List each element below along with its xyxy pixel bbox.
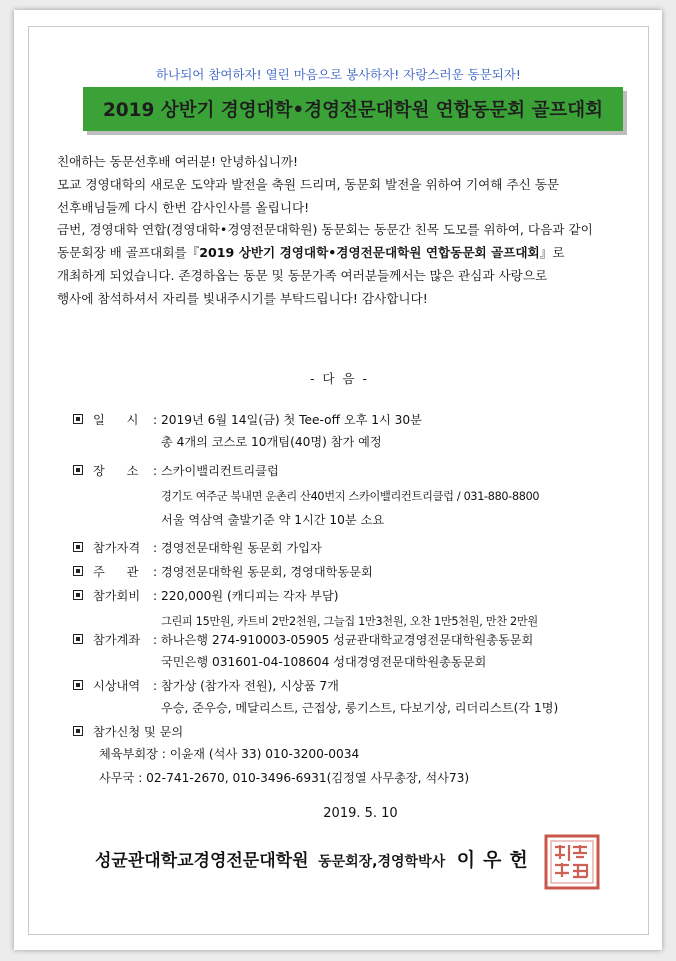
detail-sub: 국민은행 031601-04-108604 성대경영전문대학원총동문회 [161, 655, 487, 669]
square-bullet-icon [73, 414, 83, 424]
detail-label: 장 소 [93, 464, 139, 478]
detail-value: : 하나은행 274-910003-05905 성균관대학교경영전문대학원총동문회 [153, 633, 534, 647]
signer-organization: 성균관대학교경영전문대학원 [95, 851, 309, 871]
detail-label: 참가계좌 [93, 633, 141, 647]
intro-line: 행사에 참석하셔서 자리를 빛내주시기를 부탁드립니다! 감사합니다! [57, 290, 428, 306]
detail-sub: 총 4개의 코스로 10개팀(40명) 참가 예정 [161, 435, 382, 449]
square-bullet-icon [73, 726, 83, 736]
square-bullet-icon [73, 634, 83, 644]
signer-name: 이우헌 [456, 849, 536, 871]
intro-line: 금번, 경영대학 연합(경영대학•경영전문대학원) 동문회는 동문간 친목 도모를 위하여, 다음과 같이 [57, 222, 593, 238]
detail-sub: 체육부회장 : 이윤재 (석사 33) 010-3200-0034 [99, 747, 360, 761]
detail-value: : 참가상 (참가자 전원), 시상품 7개 [153, 679, 339, 693]
detail-sub: 그린피 15만원, 카트비 2만2천원, 그늘집 1만3천원, 오찬 1만5천원, 만찬 2만원 [161, 615, 538, 628]
intro-greeting: 친애하는 동문선후배 여러분! 안녕하십니까! [57, 154, 299, 169]
intro-event-name: 2019 상반기 경영대학•경영전문대학원 연합동문회 골프대회 [199, 245, 540, 261]
intro-line: 모교 경영대학의 새로운 도약과 발전을 축원 드리며, 동문회 발전을 위하여 기여해 주신 동문 [57, 176, 560, 192]
detail-label: 참가자격 [93, 541, 141, 555]
signer-title: 동문회장,경영학박사 [318, 854, 446, 870]
detail-value: : 스카이밸리컨트리클럽 [153, 464, 279, 478]
title-banner [83, 87, 623, 131]
detail-label: 참가회비 [93, 589, 141, 603]
detail-sub: 서울 역삼역 출발기준 약 1시간 10분 소요 [161, 513, 385, 527]
square-bullet-icon [73, 590, 83, 600]
intro-text-fragment: 』로 [539, 245, 565, 261]
detail-value: : 220,000원 (캐디피는 각자 부담) [153, 589, 339, 603]
intro-line [57, 242, 637, 265]
document-page [14, 10, 662, 950]
square-bullet-icon [73, 680, 83, 690]
section-heading: - 다 음 - [309, 371, 368, 386]
detail-value: : 경영전문대학원 동문회, 경영대학동문회 [153, 565, 373, 579]
detail-sub: 우승, 준우승, 메달리스트, 근접상, 롱기스트, 다보기상, 리더리스트(각 1명) [161, 701, 559, 715]
intro-line: 개최하게 되었습니다. 존경하옵는 동문 및 동문가족 여러분들께서는 많은 관심과 사랑으로 [57, 267, 548, 283]
intro-text-fragment: 동문회장 배 골프대회를『 [57, 245, 200, 261]
detail-sub: 사무국 : 02-741-2670, 010-3496-6931(김정열 사무총장, 석사73) [99, 771, 470, 785]
detail-label: 시상내역 [93, 679, 141, 693]
detail-label: 일 시 [93, 413, 139, 427]
detail-label: 참가신청 및 문의 [93, 725, 184, 739]
intro-text [57, 151, 637, 311]
page-title: 2019 상반기 경영대학•경영전문대학원 연합동문회 골프대회 [102, 100, 604, 121]
detail-label: 주 관 [93, 565, 139, 579]
square-bullet-icon [73, 542, 83, 552]
signature-line [95, 845, 536, 872]
document-border [28, 26, 649, 935]
issue-date: 2019. 5. 10 [323, 806, 398, 821]
intro-line: 선후배님들께 다시 한번 감사인사를 올립니다! [57, 199, 310, 215]
detail-sub: 경기도 여주군 북내면 운촌리 산40번지 스카이밸리컨트리클럽 / 031-880-8800 [161, 490, 540, 503]
slogan: 하나되어 참여하자! 열린 마음으로 봉사하자! 자랑스러운 동문되자! [156, 67, 521, 82]
square-bullet-icon [73, 465, 83, 475]
detail-value: : 경영전문대학원 동문회 가입자 [153, 541, 322, 555]
detail-value: : 2019년 6월 14일(금) 첫 Tee-off 오후 1시 30분 [153, 413, 422, 427]
square-bullet-icon [73, 566, 83, 576]
seal-stamp-icon [543, 833, 601, 891]
